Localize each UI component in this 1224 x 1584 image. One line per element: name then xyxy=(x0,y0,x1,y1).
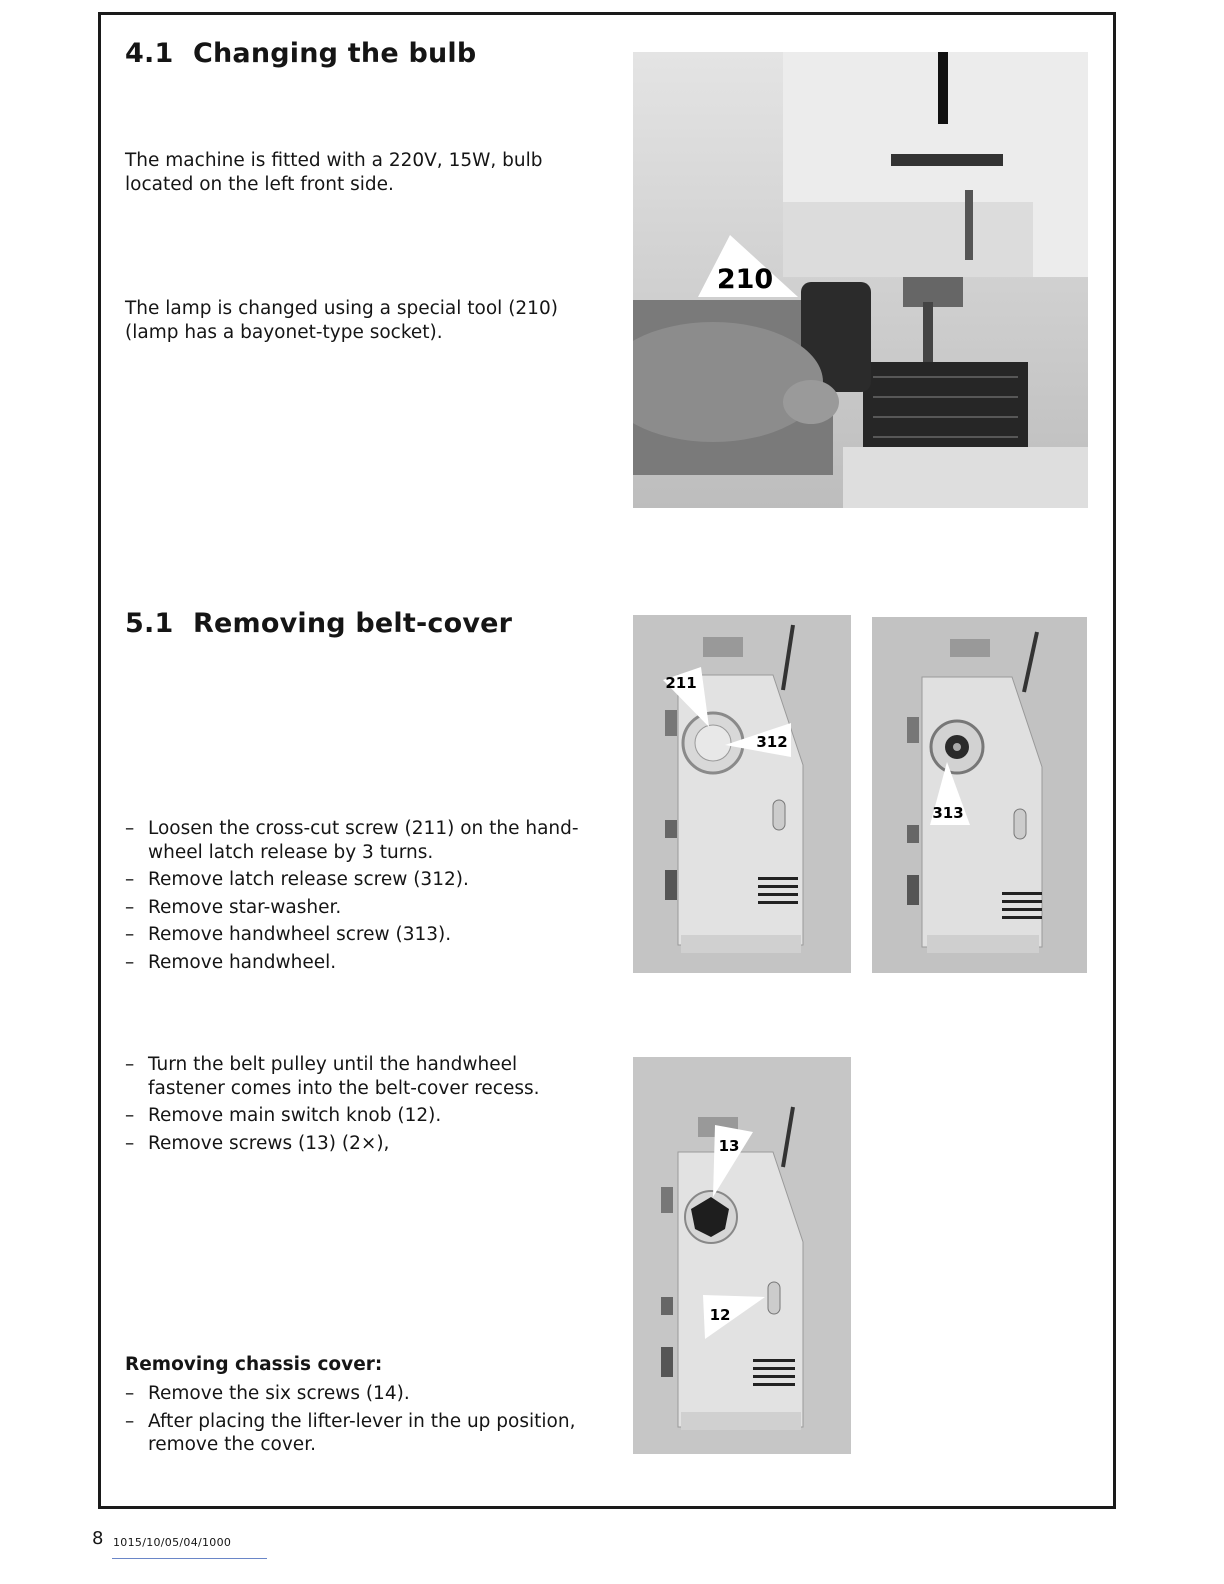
list-item: – Remove screws (13) (2×), xyxy=(125,1132,565,1156)
section-heading-5-1 xyxy=(125,608,512,639)
chassis-subheading: Removing chassis cover: xyxy=(125,1354,383,1375)
photo-handwheel-screw xyxy=(872,617,1087,973)
callout-313: 313 xyxy=(932,804,964,822)
bulb-paragraph-1: The machine is fitted with a 220V, 15W, bulb located on the left front side. xyxy=(125,150,543,195)
section-title: Removing belt-cover xyxy=(193,608,513,639)
section-heading-4-1 xyxy=(125,38,476,69)
section-number: 4.1 xyxy=(125,38,174,69)
list-item: – After placing the lifter-lever in the up position, remove the cover. xyxy=(125,1410,585,1457)
list-item: – Remove handwheel. xyxy=(125,951,580,975)
chassis-steps xyxy=(125,1382,585,1461)
belt-cover-steps-b xyxy=(125,1053,565,1159)
bulb-paragraph-2: The lamp is changed using a special tool (210) (lamp has a bayonet-type socket). xyxy=(125,298,558,343)
list-item: – Remove handwheel screw (313). xyxy=(125,923,580,947)
callout-312: 312 xyxy=(756,733,788,751)
belt-cover-steps-a xyxy=(125,817,580,978)
page-number: 8 xyxy=(92,1528,104,1549)
list-item: – Remove the six screws (14). xyxy=(125,1382,585,1406)
photo-changing-bulb xyxy=(633,52,1088,508)
callout-211: 211 xyxy=(665,674,697,692)
photo-handwheel-latch xyxy=(633,615,851,973)
list-item: – Remove main switch knob (12). xyxy=(125,1104,565,1128)
list-item: – Remove latch release screw (312). xyxy=(125,868,580,892)
document-code: 1015/10/05/04/1000 xyxy=(113,1536,232,1549)
footer-rule xyxy=(112,1558,267,1559)
section-number: 5.1 xyxy=(125,608,174,639)
callout-13: 13 xyxy=(718,1137,740,1155)
callout-210: 210 xyxy=(716,264,774,295)
list-item: – Turn the belt pulley until the handwheel fastener comes into the belt-cover recess. xyxy=(125,1053,565,1100)
list-item: – Remove star-washer. xyxy=(125,896,580,920)
list-item: – Loosen the cross-cut screw (211) on the hand-wheel latch release by 3 turns. xyxy=(125,817,580,864)
callout-12: 12 xyxy=(709,1306,731,1324)
section-title: Changing the bulb xyxy=(193,38,477,69)
photo-belt-cover-screws xyxy=(633,1057,851,1454)
